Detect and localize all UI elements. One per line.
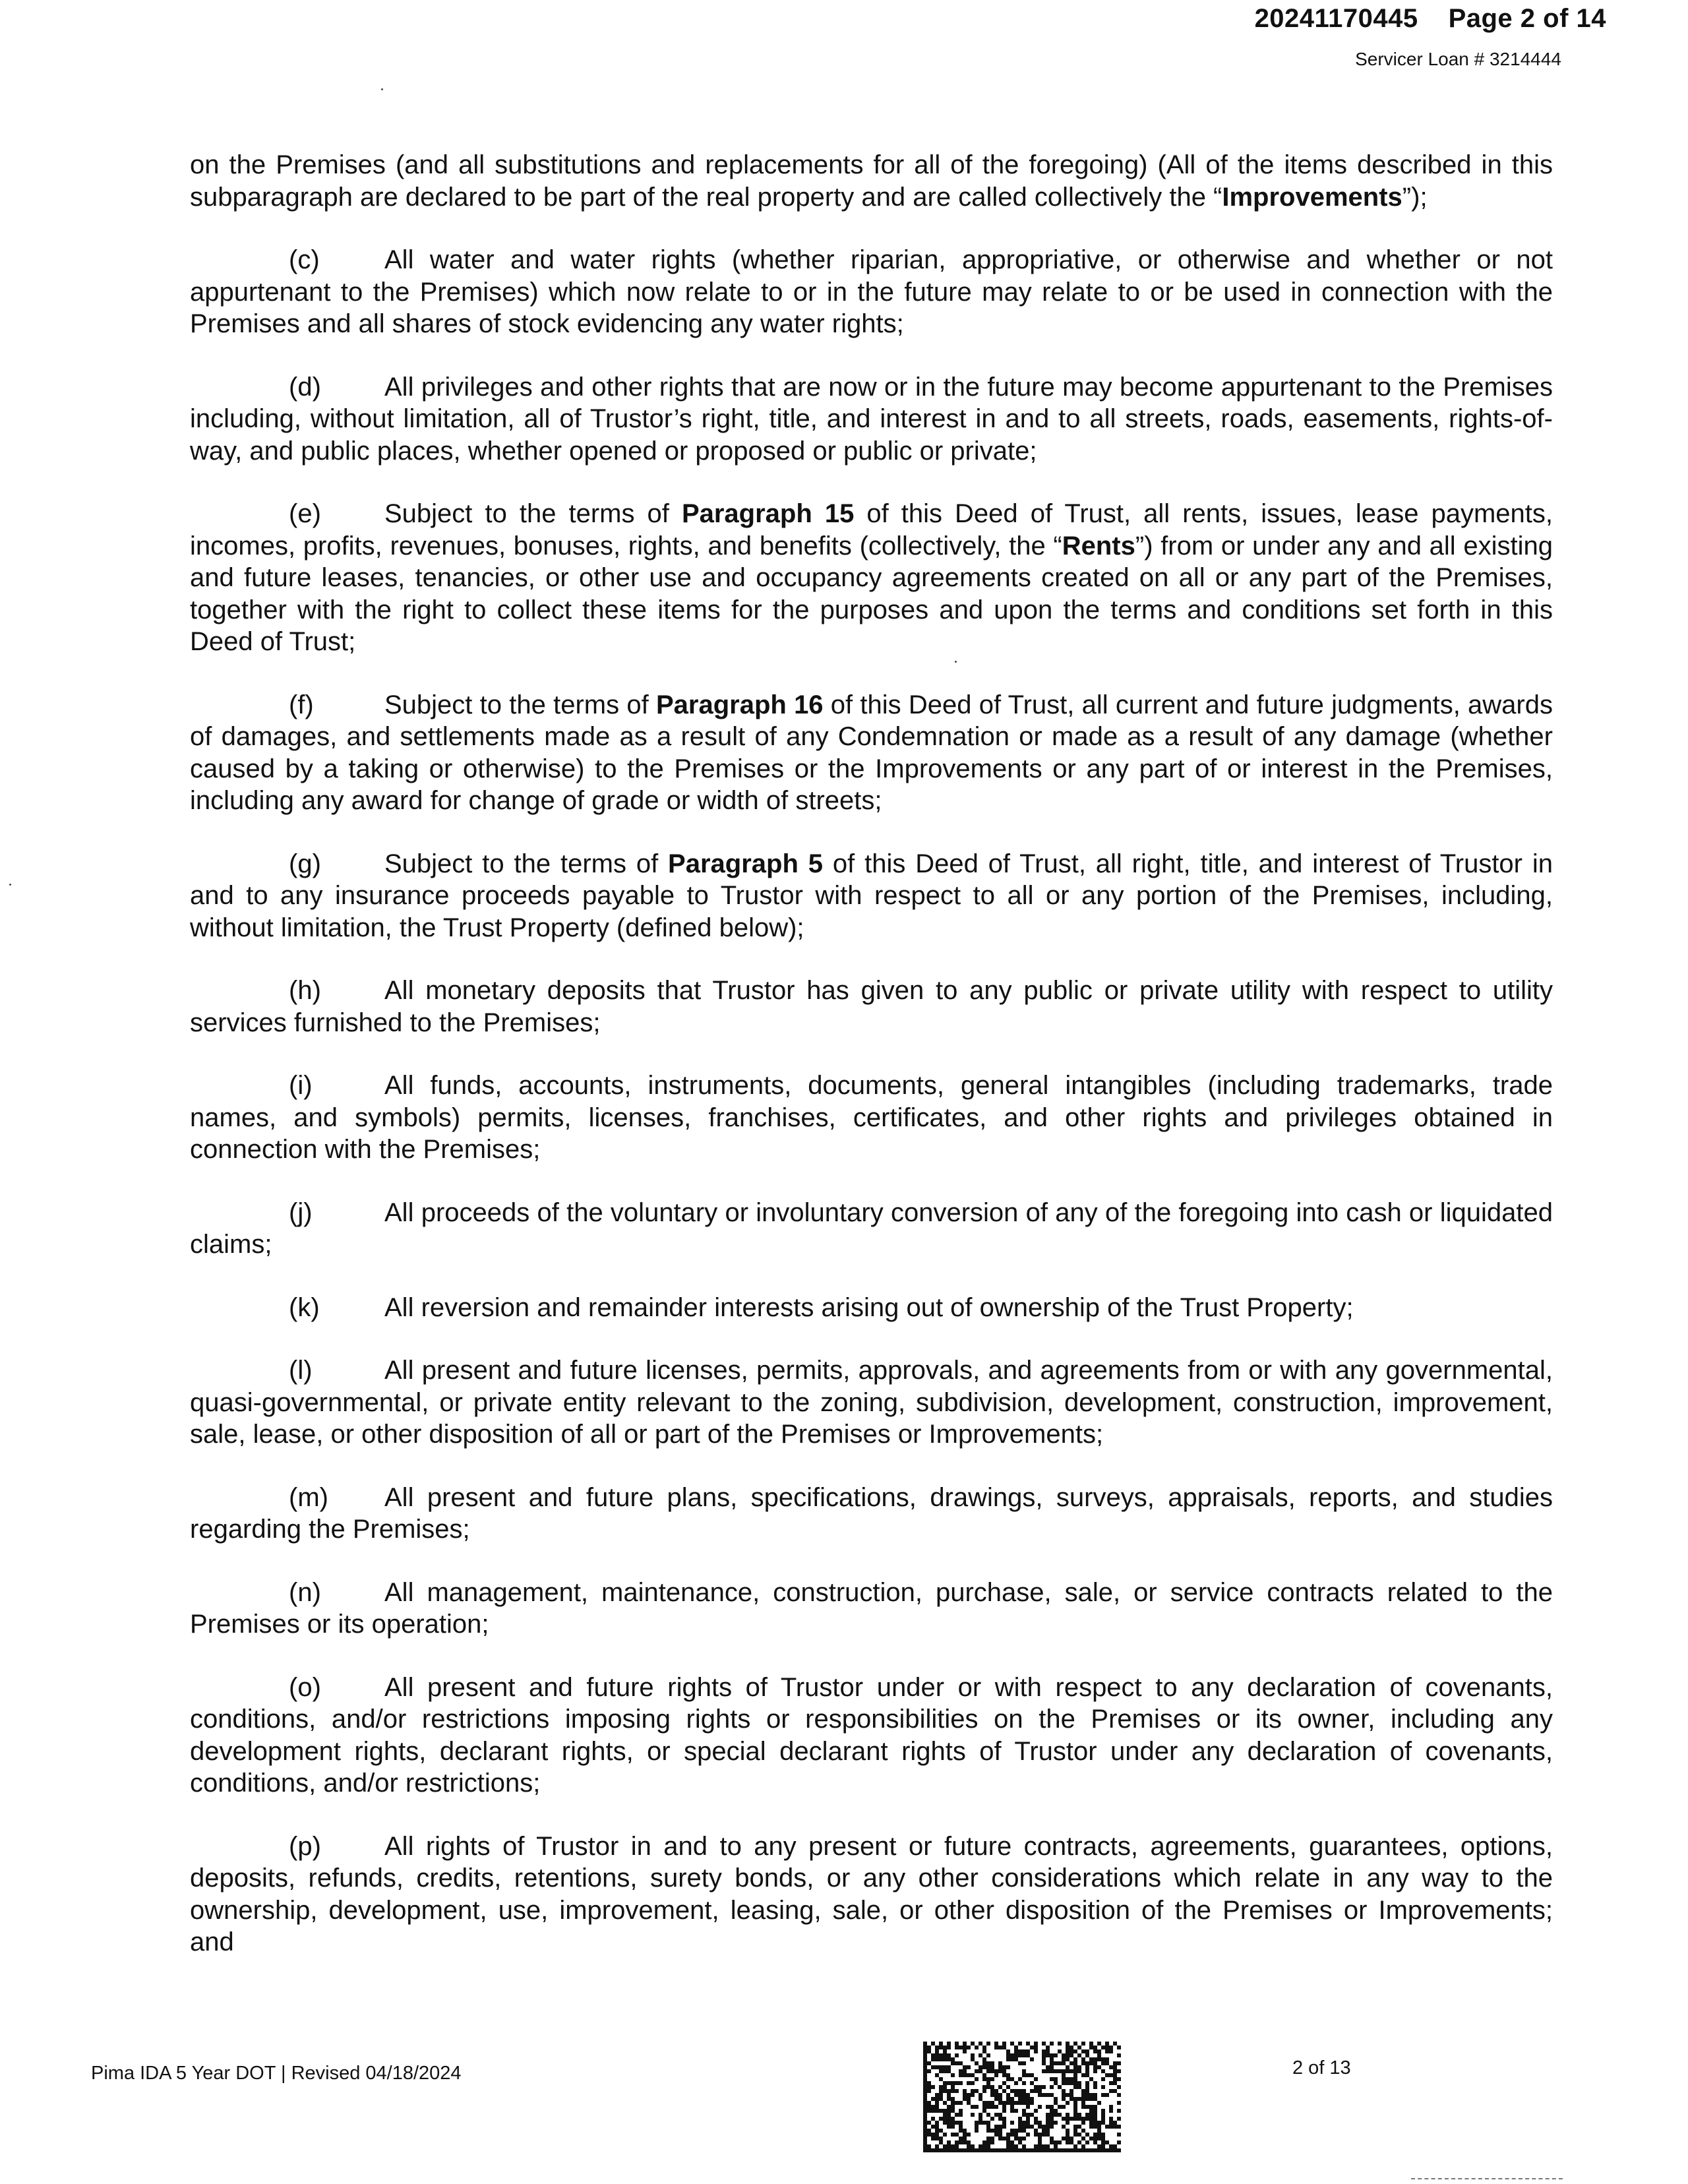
item-label: (n): [289, 1577, 321, 1607]
item-label: (k): [289, 1292, 320, 1322]
item-text: All present and future rights of Trustor under or with respect to any declaration of covenants, conditions, and/or restrictions imposing rights or responsibilities on the Premises or its owner, including any development rights, declarant rights, or special declarant rights of Trustor under any declaration of covenants, conditions, and/or restrictions;: [190, 1672, 1553, 1798]
item-text: All monetary deposits that Trustor has given to any public or private utility with respect to utility services furnished to the Premises;: [190, 976, 1553, 1037]
item-label: (c): [289, 245, 320, 274]
item-label: (j): [289, 1198, 313, 1227]
item-p: [190, 1831, 1553, 1958]
item-text: All reversion and remainder interests arising out of ownership of the Trust Property;: [384, 1292, 1354, 1322]
item-j: [190, 1197, 1553, 1261]
datamatrix-barcode-icon: [923, 2042, 1121, 2152]
paragraph-reference: Paragraph 16: [655, 690, 824, 719]
footer-page-number: 2 of 13: [1292, 2057, 1351, 2078]
item-label: (o): [289, 1672, 321, 1702]
paragraph-reference: Paragraph 5: [668, 849, 824, 878]
item-l: [190, 1354, 1553, 1451]
item-f: (f) Subject to the terms of Paragraph 16 of this Deed of Trust, all current and future judgments, awards of damages, and settlements made as a result of any Condemnation or made as a result of any damage (whether caused by a taking or otherwise) to the Premises or the Improvements or any part of or interest in the Premises, including any award for change of grade or width of streets;: [190, 690, 1553, 815]
item-text: All management, maintenance, construction, purchase, sale, or service contracts related to the Premises or its operation;: [190, 1577, 1553, 1639]
item-label: (l): [289, 1356, 313, 1385]
item-m: [190, 1482, 1553, 1546]
item-k: [190, 1292, 1553, 1324]
item-label: (m): [289, 1482, 328, 1512]
item-text: All proceeds of the voluntary or involuntary conversion of any of the foregoing into cash or liquidated claims;: [190, 1198, 1553, 1259]
item-c: [190, 244, 1553, 340]
scan-speck: [381, 88, 383, 90]
item-text: All funds, accounts, instruments, documents, general intangibles (including trademarks, trade names, and symbols) permits, licenses, franchises, certificates, and other rights and privileges obtained in connection with the Premises;: [190, 1071, 1553, 1164]
item-label: (g): [289, 849, 321, 878]
item-label: (d): [289, 372, 321, 402]
document-body: [190, 149, 1553, 1989]
item-h: [190, 975, 1553, 1039]
item-label: (p): [289, 1831, 321, 1861]
item-label: (i): [289, 1071, 313, 1100]
item-text: All water and water rights (whether riparian, appropriative, or otherwise and whether or not appurtenant to the Premises) which now relate to or in the future may relate to or be used in connection with the Premises and all shares of stock evidencing any water rights;: [190, 245, 1553, 338]
item-label: (h): [289, 976, 321, 1005]
item-text: All present and future plans, specifications, drawings, surveys, appraisals, reports, and studies regarding the Premises;: [190, 1482, 1553, 1544]
scan-speck: [9, 884, 11, 886]
item-label: (f): [289, 690, 314, 719]
paragraph-reference: Paragraph 15: [681, 499, 855, 528]
page-label: Page 2 of 14: [1448, 4, 1606, 33]
defined-term: Rents: [1062, 531, 1135, 561]
item-o: [190, 1672, 1553, 1800]
item-n: [190, 1577, 1553, 1641]
continuation-paragraph: on the Premises (and all substitutions and replacements for all of the foregoing) (All of the items described in this subparagraph are declared to be part of the real property and are called collectively the “Improvements”);: [190, 150, 1553, 212]
item-g: (g) Subject to the terms of Paragraph 5 of this Deed of Trust, all right, title, and interest of Trustor in and to any insurance proceeds payable to Trustor with respect to all or any portion of the Premises, including, without limitation, the Trust Property (defined below);: [190, 849, 1553, 942]
footer-form-name: Pima IDA 5 Year DOT | Revised 04/18/2024: [91, 2063, 462, 2084]
item-i: [190, 1070, 1553, 1166]
item-e: (e) Subject to the terms of Paragraph 15 of this Deed of Trust, all rents, issues, lease payments, incomes, profits, revenues, bonuses, rights, and benefits (collectively, the “Rents”) from or under any and all existing and future leases, tenancies, or other use and occupancy agreements created on all or any part of the Premises, together with the right to collect these items for the purposes and upon the terms and conditions set forth in this Deed of Trust;: [190, 499, 1553, 656]
item-label: (e): [289, 499, 321, 528]
item-text: All privileges and other rights that are now or in the future may become appurtenant to the Premises including, without limitation, all of Trustor’s right, title, and interest in and to all streets, roads, easements, rights-of-way, and public places, whether opened or proposed or public or private;: [190, 372, 1553, 466]
item-text: All present and future licenses, permits, approvals, and agreements from or with any governmental, quasi-governmental, or private entity relevant to the zoning, subdivision, development, construction, improvement, sale, lease, or other disposition of all or part of the Premises or Improvements;: [190, 1356, 1553, 1449]
recording-header: [1255, 4, 1606, 34]
item-d: [190, 371, 1553, 468]
servicer-loan-number: Servicer Loan # 3214444: [1355, 49, 1561, 69]
item-text: All rights of Trustor in and to any present or future contracts, agreements, guarantees, options, deposits, refunds, credits, retentions, surety bonds, or any other considerations which relate in any way to the ownership, development, use, improvement, leasing, sale, or other disposition of the Premises or Improvements; and: [190, 1831, 1553, 1957]
document-number: 20241170445: [1254, 4, 1418, 33]
scan-edge-line: [1411, 2178, 1563, 2179]
